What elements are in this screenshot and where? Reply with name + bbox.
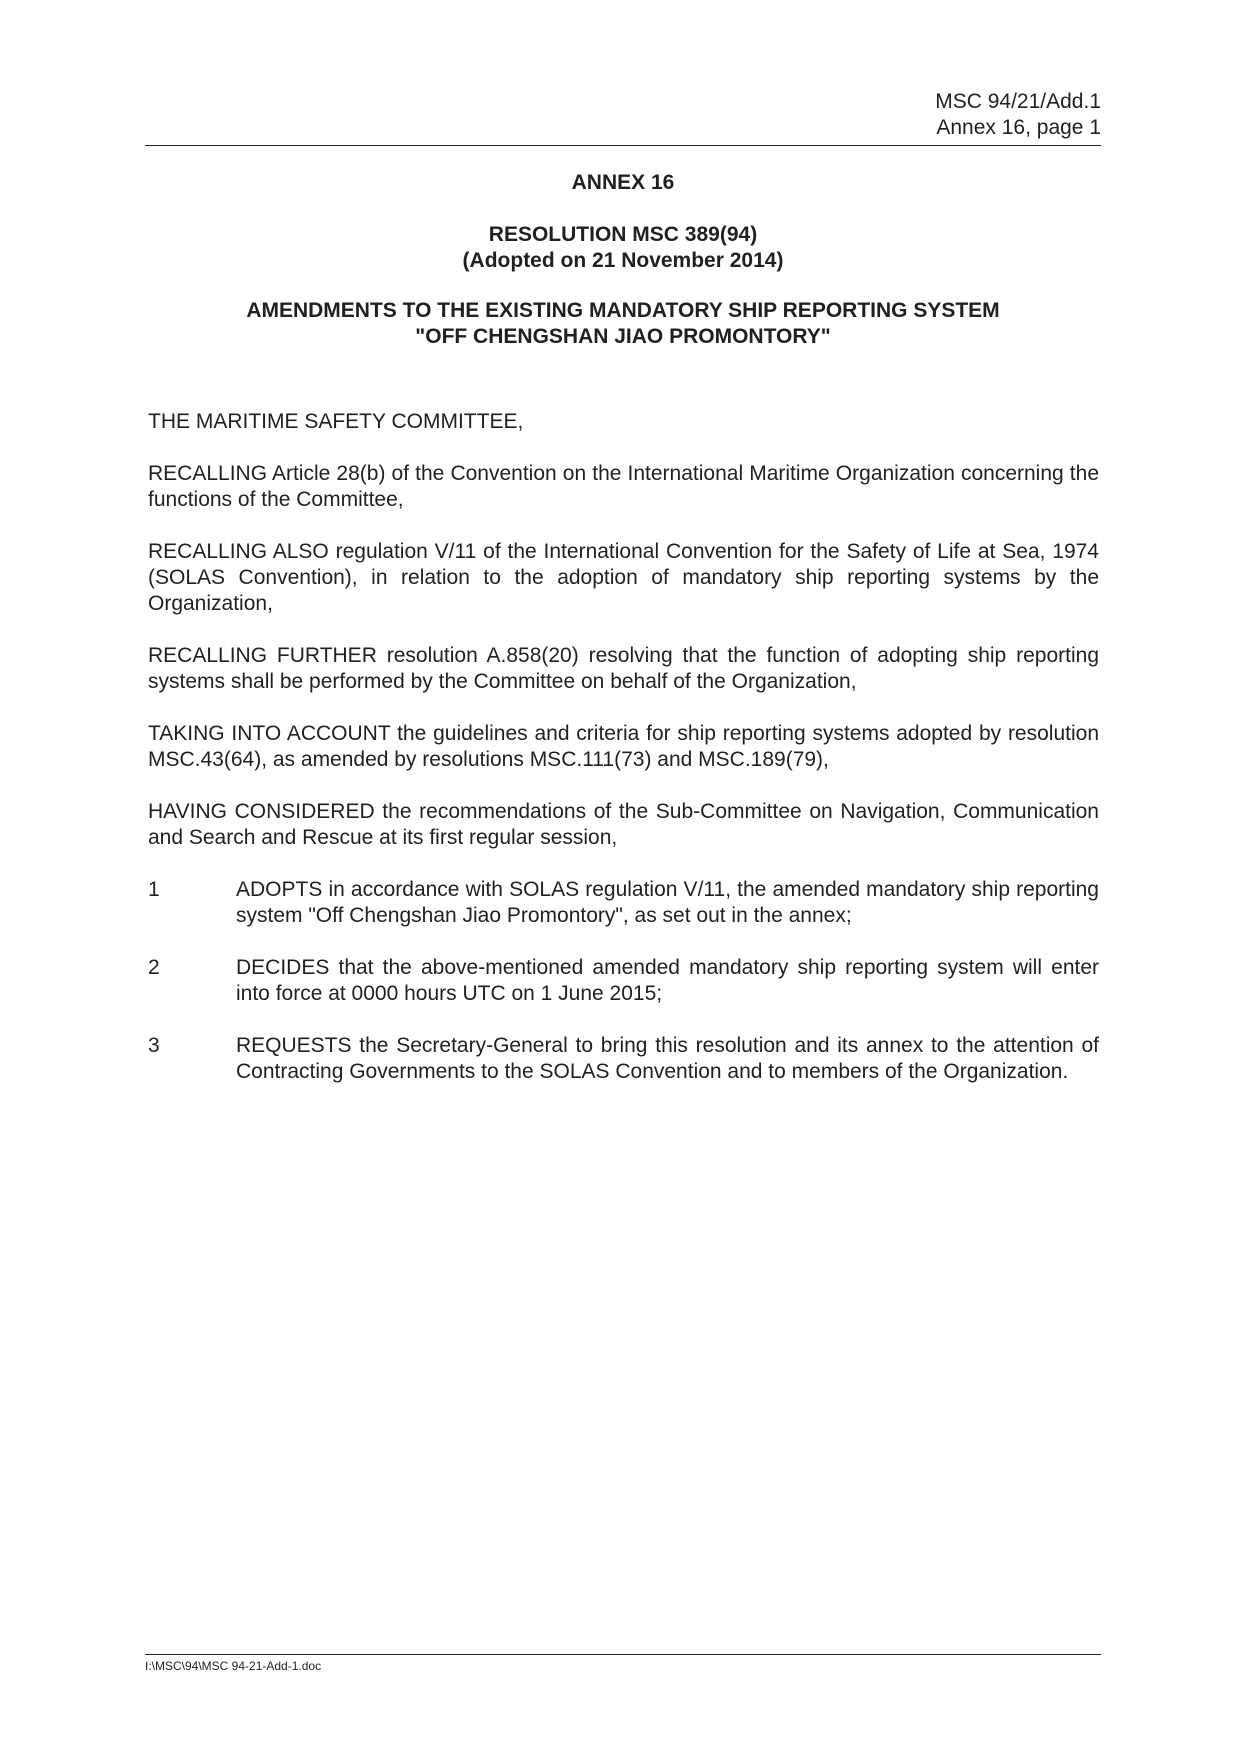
preamble-recalling-also: RECALLING ALSO regulation V/11 of the International Convention for the Safety of Life at Sea, 1974 (SOLAS Convention), in relation to the adoption of mandatory ship reporting systems by the Organization, bbox=[148, 540, 1099, 615]
preamble-committee: THE MARITIME SAFETY COMMITTEE, bbox=[148, 410, 524, 433]
page-reference: Annex 16, page 1 bbox=[936, 116, 1101, 139]
paragraph-number: 3 bbox=[148, 1034, 160, 1057]
paragraph-number: 2 bbox=[148, 956, 160, 979]
header-divider bbox=[145, 145, 1101, 146]
operative-paragraph-1 bbox=[148, 877, 1099, 929]
paragraph-number: 1 bbox=[148, 878, 160, 901]
paragraph-text: DECIDES that the above-mentioned amended mandatory ship reporting system will enter into force at 0000 hours UTC on 1 June 2015; bbox=[236, 956, 1099, 1005]
operative-paragraph-3 bbox=[148, 1033, 1099, 1085]
preamble-recalling-further: RECALLING FURTHER resolution A.858(20) resolving that the function of adopting ship reporting systems shall be performed by the Committee on behalf of the Organization, bbox=[148, 644, 1099, 693]
resolution-adopted-date: (Adopted on 21 November 2014) bbox=[462, 249, 784, 272]
paragraph-text: REQUESTS the Secretary-General to bring this resolution and its annex to the attention of Contracting Governments to the SOLAS Convention and to members of the Organization. bbox=[236, 1034, 1099, 1083]
paragraph-text: ADOPTS in accordance with SOLAS regulation V/11, the amended mandatory ship reporting system "Off Chengshan Jiao Promontory", as set out in the annex; bbox=[236, 878, 1099, 927]
resolution-title: RESOLUTION MSC 389(94) bbox=[488, 223, 758, 246]
document-reference: MSC 94/21/Add.1 bbox=[935, 90, 1101, 113]
resolution-heading bbox=[145, 222, 1101, 274]
annex-title: ANNEX 16 bbox=[571, 171, 675, 194]
preamble-taking-into-account: TAKING INTO ACCOUNT the guidelines and criteria for ship reporting systems adopted by resolution MSC.43(64), as amended by resolutions MSC.111(73) and MSC.189(79), bbox=[148, 722, 1099, 771]
operative-paragraph-2 bbox=[148, 955, 1099, 1007]
subject-line-1: AMENDMENTS TO THE EXISTING MANDATORY SHIP REPORTING SYSTEM bbox=[246, 299, 1000, 322]
footer-file-path: I:\MSC\94\MSC 94-21-Add-1.doc bbox=[145, 1659, 322, 1673]
footer-divider bbox=[145, 1654, 1101, 1655]
resolution-subject bbox=[145, 298, 1101, 350]
preamble-recalling: RECALLING Article 28(b) of the Convention on the International Maritime Organization concerning the functions of the Committee, bbox=[148, 462, 1099, 511]
preamble-having-considered: HAVING CONSIDERED the recommendations of the Sub-Committee on Navigation, Communication and Search and Rescue at its first regular session, bbox=[148, 800, 1099, 849]
page-header bbox=[145, 89, 1101, 141]
subject-line-2: "OFF CHENGSHAN JIAO PROMONTORY" bbox=[415, 325, 831, 348]
